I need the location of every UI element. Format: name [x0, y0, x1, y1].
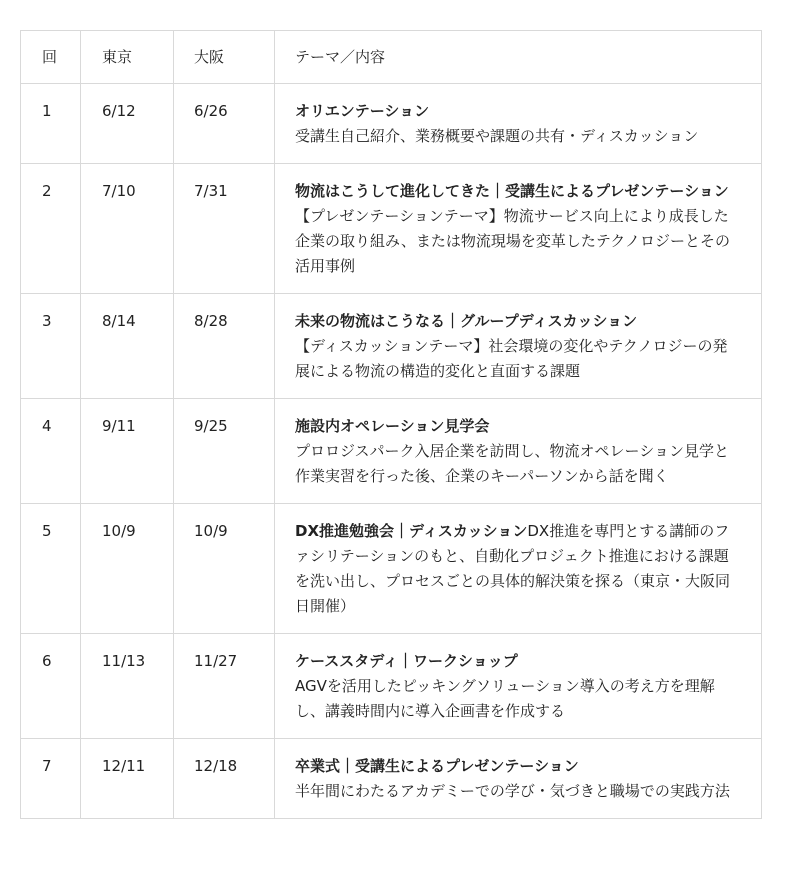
session-detail: プロロジスパーク入居企業を訪問し、物流オペレーション見学と作業実習を行った後、企業のキーパーソンから話を聞く — [295, 442, 729, 485]
schedule-table — [20, 30, 762, 819]
session-title: 未来の物流はこうなる｜グループディスカッション — [295, 312, 638, 330]
osaka-date: 12/18 — [174, 739, 275, 819]
osaka-date: 9/25 — [174, 399, 275, 504]
session-number: 5 — [21, 504, 81, 634]
session-number: 1 — [21, 84, 81, 164]
theme-cell — [275, 739, 762, 819]
session-title: ケーススタディ｜ワークショップ — [295, 652, 518, 670]
session-number: 2 — [21, 164, 81, 294]
header-session-number: 回 — [21, 31, 81, 84]
tokyo-date: 10/9 — [81, 504, 174, 634]
session-detail: 【プレゼンテーションテーマ】物流サービス向上により成長した企業の取り組み、または物流現場を変革したテクノロジーとその活用事例 — [295, 207, 731, 275]
session-title: 物流はこうして進化してきた｜受講生によるプレゼンテーション — [295, 182, 729, 200]
session-number: 6 — [21, 634, 81, 739]
header-osaka-date: 大阪 — [174, 31, 275, 84]
session-number: 7 — [21, 739, 81, 819]
theme-cell — [275, 294, 762, 399]
header-theme: テーマ／内容 — [275, 31, 762, 84]
header-row — [21, 31, 762, 84]
tokyo-date: 9/11 — [81, 399, 174, 504]
session-title: 卒業式｜受講生によるプレゼンテーション — [295, 757, 579, 775]
session-title: 施設内オペレーション見学会 — [295, 417, 490, 435]
session-detail: 【ディスカッションテーマ】社会環境の変化やテクノロジーの発展による物流の構造的変化と直面する課題 — [295, 337, 728, 380]
table-row — [21, 504, 762, 634]
table-row — [21, 294, 762, 399]
osaka-date: 11/27 — [174, 634, 275, 739]
tokyo-date: 7/10 — [81, 164, 174, 294]
table-row — [21, 164, 762, 294]
osaka-date: 10/9 — [174, 504, 275, 634]
session-detail: DX推進を専門とする講師のファシリテーションのもと、自動化プロジェクト推進における課題を洗い出し、プロセスごとの具体的解決策を探る（東京・大阪同日開催） — [295, 522, 731, 615]
tokyo-date: 11/13 — [81, 634, 174, 739]
table-row — [21, 399, 762, 504]
session-detail: 半年間にわたるアカデミーでの学び・気づきと職場での実践方法 — [295, 782, 730, 800]
tokyo-date: 12/11 — [81, 739, 174, 819]
osaka-date: 6/26 — [174, 84, 275, 164]
session-number: 3 — [21, 294, 81, 399]
theme-cell — [275, 164, 762, 294]
osaka-date: 8/28 — [174, 294, 275, 399]
theme-cell — [275, 504, 762, 634]
table-row — [21, 739, 762, 819]
session-number: 4 — [21, 399, 81, 504]
session-detail: 受講生自己紹介、業務概要や課題の共有・ディスカッション — [295, 127, 699, 145]
theme-cell — [275, 84, 762, 164]
session-detail: AGVを活用したピッキングソリューション導入の考え方を理解し、講義時間内に導入企画書を作成する — [295, 677, 715, 720]
theme-cell — [275, 634, 762, 739]
tokyo-date: 8/14 — [81, 294, 174, 399]
session-title: オリエンテーション — [295, 102, 430, 120]
tokyo-date: 6/12 — [81, 84, 174, 164]
header-tokyo-date: 東京 — [81, 31, 174, 84]
session-title: DX推進勉強会｜ディスカッション — [295, 522, 528, 540]
table-row — [21, 634, 762, 739]
osaka-date: 7/31 — [174, 164, 275, 294]
theme-cell — [275, 399, 762, 504]
table-row — [21, 84, 762, 164]
